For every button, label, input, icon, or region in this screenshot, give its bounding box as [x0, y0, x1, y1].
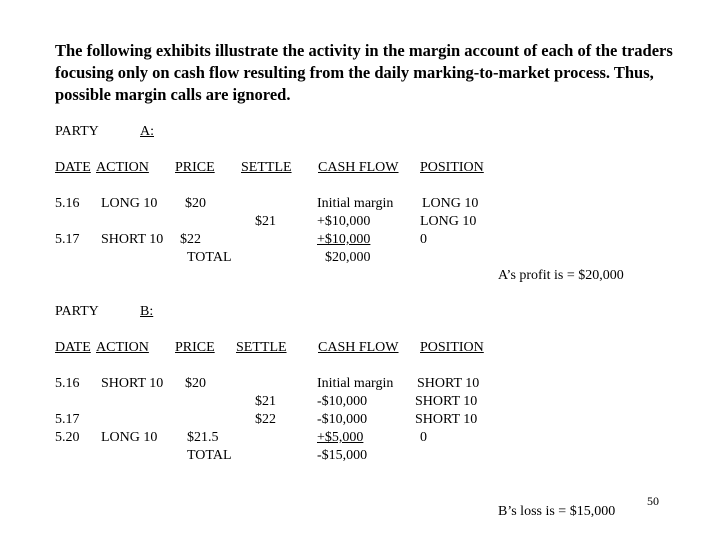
- party-b-row-1-cash-flow: Initial margin: [317, 376, 394, 391]
- party-a-total-label: TOTAL: [187, 250, 232, 265]
- party-b-row-3-settle: $22: [255, 412, 276, 427]
- intro-paragraph: The following exhibits illustrate the activity in the margin account of each of the traders focusing only on cash flow resulting from the daily marking-to-market process. Thus, possible margin calls are ignored.: [55, 41, 673, 104]
- party-b-row-1-date: 5.16: [55, 376, 80, 391]
- party-a-row-1-cash-flow: Initial margin: [317, 196, 394, 211]
- party-a-row-1-date: 5.16: [55, 196, 80, 211]
- party-b-total-cash: -$15,000: [317, 448, 368, 463]
- party-b-header-settle: SETTLE: [236, 340, 287, 355]
- party-b-row-4-date: 5.20: [55, 430, 80, 445]
- party-b-label: PARTY: [55, 304, 99, 319]
- party-a-header-position: POSITION: [420, 160, 484, 175]
- party-a-header-price: PRICE: [175, 160, 215, 175]
- party-b-header-action: ACTION: [96, 340, 149, 355]
- party-a-row-1-action: LONG 10: [101, 196, 158, 211]
- party-b-result: B’s loss is = $15,000: [498, 504, 616, 519]
- party-a-header-date: DATE: [55, 160, 91, 175]
- party-b-row-3-position: SHORT 10: [415, 412, 478, 427]
- party-a-row-2-settle: $21: [255, 214, 276, 229]
- party-b-row-2-settle: $21: [255, 394, 276, 409]
- party-a-row-3-price: $22: [180, 232, 201, 247]
- party-b-row-2-cash-flow: -$10,000: [317, 394, 368, 409]
- party-b-row-4-position: 0: [420, 430, 427, 445]
- party-a-row-3-position: 0: [420, 232, 427, 247]
- party-a-row-2-position: LONG 10: [420, 214, 477, 229]
- party-a-row-1-price: $20: [185, 196, 206, 211]
- party-b-header-position: POSITION: [420, 340, 484, 355]
- party-b-header-cash-flow: CASH FLOW: [318, 340, 399, 355]
- party-b-row-2-position: SHORT 10: [415, 394, 478, 409]
- party-b-header-date: DATE: [55, 340, 91, 355]
- party-b-row-1-price: $20: [185, 376, 206, 391]
- party-b-row-4-cash-flow: +$5,000: [317, 430, 364, 445]
- party-a-row-2-cash-flow: +$10,000: [317, 214, 371, 229]
- party-b-row-1-action: SHORT 10: [101, 376, 164, 391]
- party-a-label: PARTY: [55, 124, 99, 139]
- party-a-result: A’s profit is = $20,000: [498, 268, 624, 283]
- party-a-row-3-action: SHORT 10: [101, 232, 164, 247]
- party-a-row-1-position: LONG 10: [422, 196, 479, 211]
- party-a-name: A:: [140, 124, 154, 139]
- party-a-total-cash: $20,000: [325, 250, 371, 265]
- party-b-row-4-action: LONG 10: [101, 430, 158, 445]
- page-number: 50: [647, 494, 659, 508]
- party-a-header-action: ACTION: [96, 160, 149, 175]
- party-b-header-price: PRICE: [175, 340, 215, 355]
- party-b-row-4-price: $21.5: [187, 430, 219, 445]
- party-b-row-3-cash-flow: -$10,000: [317, 412, 368, 427]
- party-a-header-settle: SETTLE: [241, 160, 292, 175]
- party-a-row-3-cash-flow: +$10,000: [317, 232, 371, 247]
- party-b-row-3-date: 5.17: [55, 412, 80, 427]
- party-b-row-1-position: SHORT 10: [417, 376, 480, 391]
- party-b-total-label: TOTAL: [187, 448, 232, 463]
- party-b-name: B:: [140, 304, 154, 319]
- party-a-row-3-date: 5.17: [55, 232, 80, 247]
- party-a-header-cash-flow: CASH FLOW: [318, 160, 399, 175]
